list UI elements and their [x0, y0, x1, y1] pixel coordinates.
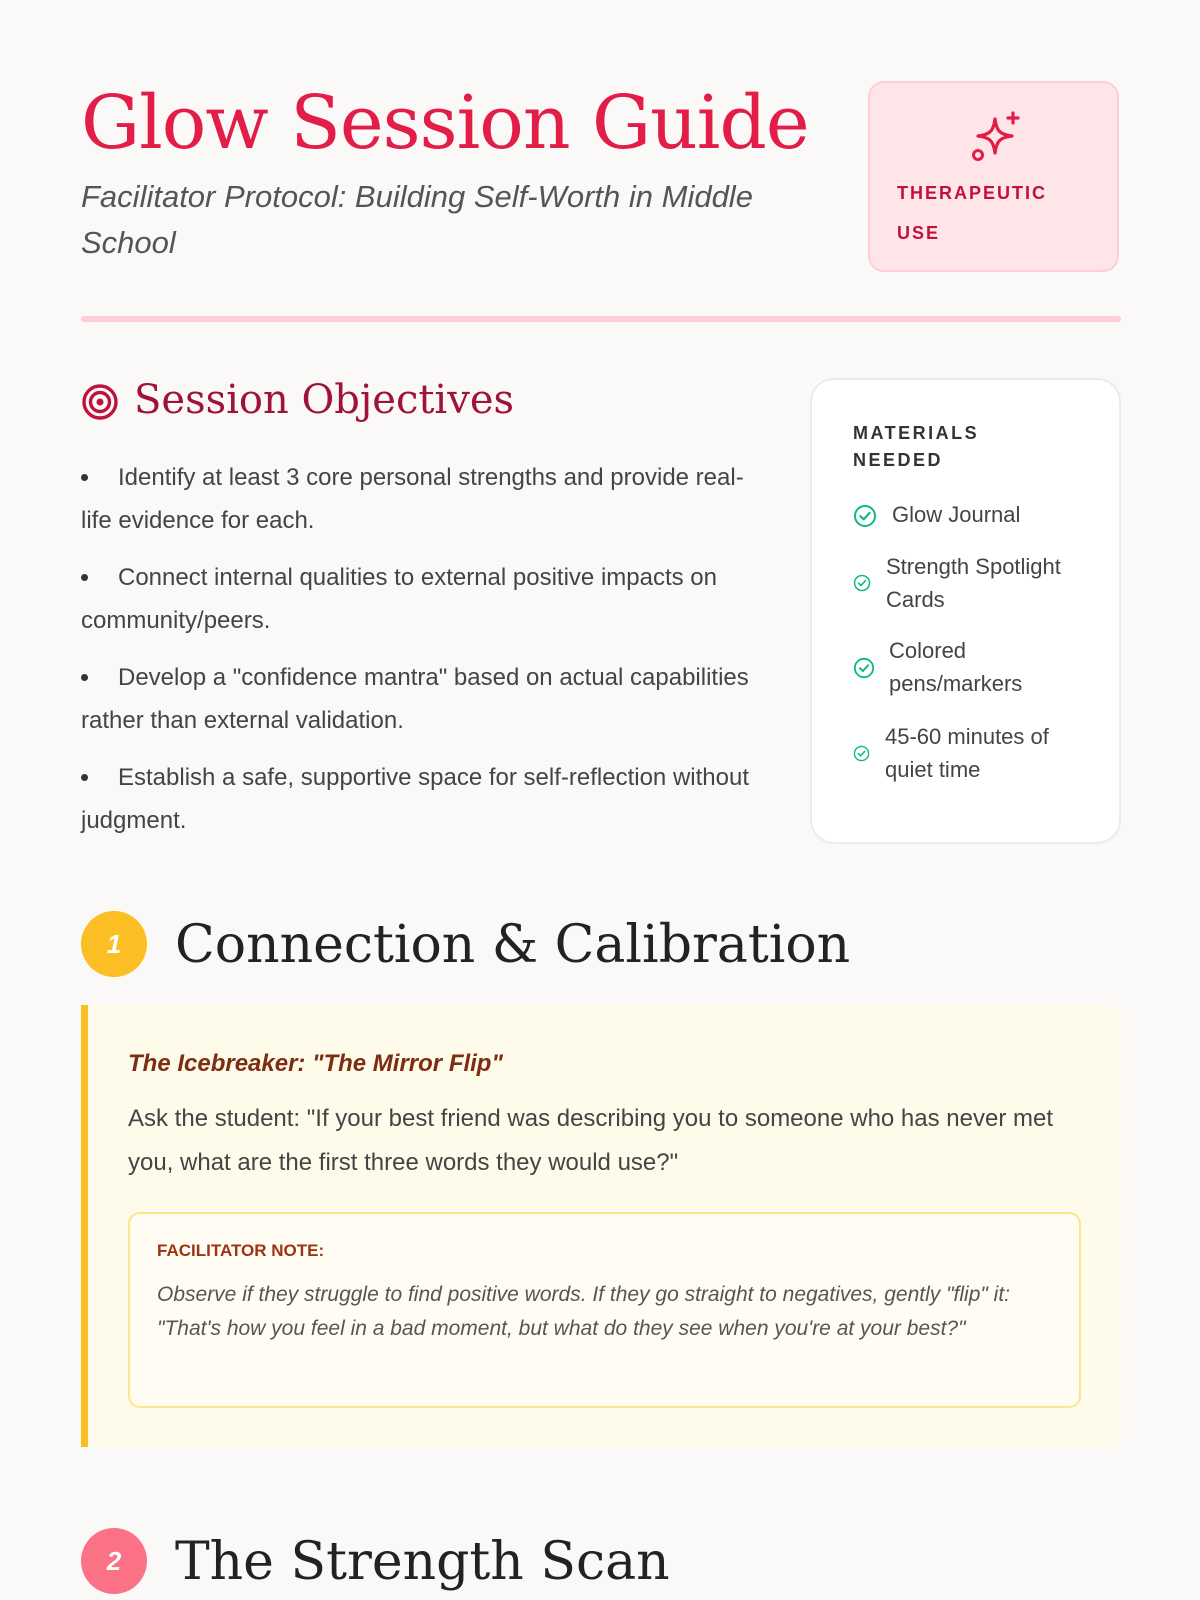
material-label: 45-60 minutes of quiet time	[885, 724, 1049, 782]
materials-heading: MATERIALS NEEDED	[853, 423, 980, 470]
objective-item	[81, 456, 761, 542]
section-number-badge: 1	[81, 911, 147, 977]
header-divider	[81, 316, 1121, 322]
section-title: The Strength Scan	[175, 1532, 670, 1592]
bullet	[81, 474, 88, 481]
objective-text: Identify at least 3 core personal strengths and provide real-life evidence for each.	[81, 464, 744, 534]
facilitator-note	[128, 1212, 1081, 1408]
bullet	[81, 574, 88, 581]
badge-label: THERAPEUTIC USE	[897, 183, 1048, 243]
facilitator-note-label: FACILITATOR NOTE:	[157, 1241, 325, 1260]
material-label: Glow Journal	[892, 502, 1021, 527]
facilitator-note-text: Observe if they struggle to find positive words. If they go straight to negatives, gently "flip" it: "That's how you feel in a bad moment, but what do they see when you're at your best?"	[157, 1283, 1011, 1340]
therapeutic-use-badge	[868, 81, 1119, 272]
objective-item	[81, 556, 761, 642]
section-heading	[81, 1528, 1121, 1598]
check-circle-icon	[853, 657, 875, 679]
bullet	[81, 674, 88, 681]
bullet	[81, 774, 88, 781]
objectives-list	[81, 456, 761, 856]
objectives-title: Session Objectives	[134, 377, 515, 423]
page-title: Glow Session Guide	[81, 80, 809, 166]
section-title: Connection & Calibration	[175, 915, 851, 975]
material-label: Colored pens/markers	[889, 638, 1023, 696]
section-number-badge: 2	[81, 1528, 147, 1594]
icebreaker-text: Ask the student: "If your best friend was describing you to someone who has never met you, what are the first three words they would use?"	[128, 1105, 1054, 1176]
page-header	[81, 78, 1121, 278]
page-subtitle: Facilitator Protocol: Building Self-Worth in Middle School	[81, 179, 753, 260]
target-icon	[81, 383, 119, 421]
objective-item	[81, 756, 761, 842]
material-label: Strength Spotlight Cards	[886, 554, 1061, 612]
check-circle-icon	[853, 504, 877, 528]
objective-text: Develop a "confidence mantra" based on actual capabilities rather than external validation.	[81, 664, 749, 734]
icebreaker-card	[81, 1005, 1121, 1447]
materials-card	[810, 378, 1121, 844]
objective-text: Connect internal qualities to external positive impacts on community/peers.	[81, 564, 717, 634]
check-circle-icon	[853, 574, 871, 592]
section-heading	[81, 911, 1121, 981]
check-circle-icon	[853, 745, 870, 762]
icebreaker-title: The Icebreaker: "The Mirror Flip"	[128, 1050, 503, 1077]
objective-item	[81, 656, 761, 742]
sparkles-icon	[969, 109, 1025, 165]
objective-text: Establish a safe, supportive space for self-reflection without judgment.	[81, 764, 749, 834]
